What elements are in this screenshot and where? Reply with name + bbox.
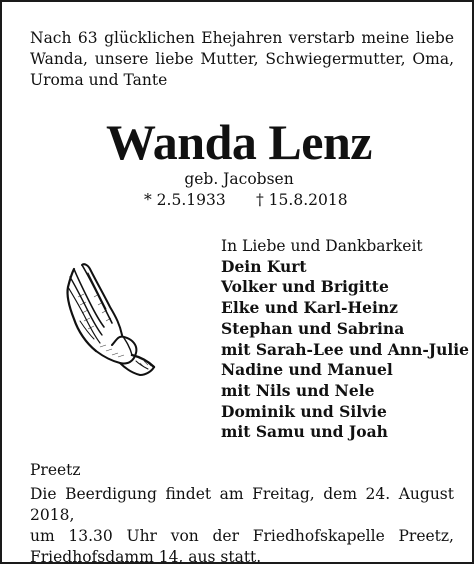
intro-line: Nach 63 glücklichen Ehejahren verstarb meine liebe [30, 29, 454, 47]
praying-hands-icon [60, 257, 160, 377]
funeral-info [30, 484, 454, 568]
maiden-name: geb. Jacobsen [184, 170, 294, 188]
funeral-line: Friedhofsdamm 14, aus statt. [30, 548, 262, 566]
funeral-line: Die Beerdigung findet am Freitag, dem 24. August 2018, [30, 485, 454, 524]
intro-text [30, 28, 454, 91]
mourner-name: Volker und Brigitte [221, 277, 389, 297]
mourners-lead: In Liebe und Dankbarkeit [221, 237, 423, 255]
mourner-name: mit Nils und Nele [221, 380, 375, 400]
intro-line: Wanda, unsere liebe Mutter, Schwiegermutter, Oma, [30, 50, 454, 68]
funeral-line: um 13.30 Uhr von der Friedhofskapelle Preetz, [30, 527, 454, 545]
mourner-name: Nadine und Manuel [221, 360, 393, 380]
mourner-name: mit Samu und Joah [221, 422, 388, 442]
life-dates [2, 190, 474, 210]
deceased-name: Wanda Lenz [106, 114, 372, 170]
mourner-name: mit Sarah-Lee und Ann-Julie [221, 339, 470, 359]
mourner-name: Stephan und Sabrina [221, 318, 405, 338]
mourner-name: Dominik und Silvie [221, 401, 387, 421]
mourners-list [221, 236, 469, 443]
mourner-name: Dein Kurt [221, 256, 307, 276]
intro-line: Uroma und Tante [30, 71, 168, 89]
mourner-name: Elke und Karl-Heinz [221, 298, 398, 318]
death-date: † 15.8.2018 [256, 191, 348, 209]
birth-date: * 2.5.1933 [144, 191, 226, 209]
place-name: Preetz [30, 461, 81, 479]
